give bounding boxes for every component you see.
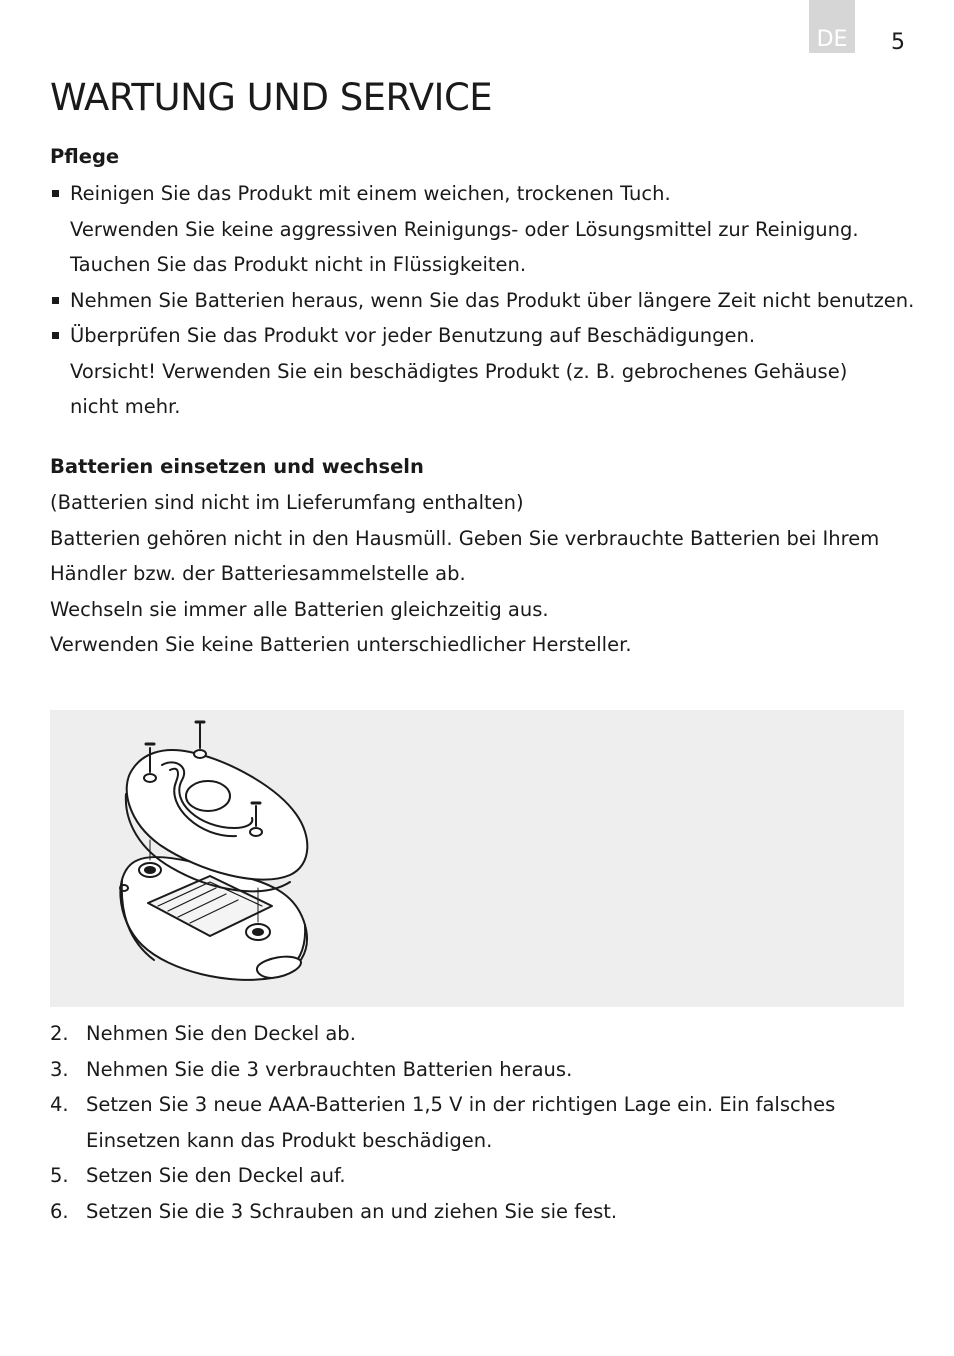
batteries-line: Verwenden Sie keine Batterien unterschiedlicher Hersteller.	[50, 633, 632, 656]
step-item	[50, 1158, 930, 1194]
steps-list	[50, 1016, 930, 1229]
step-text: Setzen Sie den Deckel auf.	[86, 1164, 346, 1187]
step-item	[50, 1194, 930, 1230]
step-number: 4.	[50, 1093, 69, 1116]
care-heading: Pflege	[50, 145, 120, 168]
batteries-text	[50, 485, 930, 663]
bullet-square-icon	[52, 332, 59, 339]
batteries-heading: Batterien einsetzen und wechseln	[50, 455, 424, 478]
care-item	[50, 318, 930, 425]
care-list	[50, 176, 930, 425]
device-exploded-view-icon	[50, 710, 904, 1007]
batteries-line: Batterien gehören nicht in den Hausmüll. Geben Sie verbrauchte Batterien bei Ihrem	[50, 526, 880, 550]
bullet-square-icon	[52, 190, 59, 197]
care-item	[50, 176, 930, 283]
batteries-line: (Batterien sind nicht im Lieferumfang enthalten)	[50, 491, 524, 514]
care-item-line: Tauchen Sie das Produkt nicht in Flüssigkeiten.	[70, 253, 527, 276]
step-text: Setzen Sie 3 neue AAA-Batterien 1,5 V in der richtigen Lage ein. Ein falsches	[86, 1093, 836, 1116]
care-item-line: Vorsicht! Verwenden Sie ein beschädigtes Produkt (z. B. gebrochenes Gehäuse)	[70, 359, 848, 383]
step-number: 6.	[50, 1199, 69, 1223]
care-item-line: Verwenden Sie keine aggressiven Reinigungs- oder Lösungsmittel zur Reinigung.	[70, 217, 859, 241]
care-item	[50, 283, 930, 319]
care-item-line: Nehmen Sie Batterien heraus, wenn Sie das Produkt über längere Zeit nicht benutzen.	[70, 288, 915, 312]
step-item	[50, 1016, 930, 1052]
batteries-line: Wechseln sie immer alle Batterien gleichzeitig aus.	[50, 597, 549, 621]
step-number: 5.	[50, 1164, 69, 1187]
bullet-square-icon	[52, 297, 59, 304]
care-item-line: Reinigen Sie das Produkt mit einem weichen, trockenen Tuch.	[70, 182, 671, 205]
battery-cover-illustration	[50, 710, 904, 1007]
care-item-line: Überprüfen Sie das Produkt vor jeder Benutzung auf Beschädigungen.	[70, 324, 756, 347]
step-number: 3.	[50, 1057, 69, 1081]
step-text: Nehmen Sie die 3 verbrauchten Batterien heraus.	[86, 1057, 573, 1081]
step-item	[50, 1052, 930, 1088]
step-item	[50, 1087, 930, 1158]
language-badge: DE	[809, 0, 855, 53]
page-title: WARTUNG UND SERVICE	[50, 76, 493, 119]
step-text: Einsetzen kann das Produkt beschädigen.	[86, 1128, 493, 1152]
batteries-line: Händler bzw. der Batteriesammelstelle ab.	[50, 562, 466, 585]
step-text: Nehmen Sie den Deckel ab.	[86, 1022, 356, 1045]
page-number: 5	[891, 30, 905, 55]
care-item-line: nicht mehr.	[70, 395, 181, 418]
step-number: 2.	[50, 1022, 69, 1045]
step-text: Setzen Sie die 3 Schrauben an und ziehen Sie sie fest.	[86, 1199, 618, 1223]
